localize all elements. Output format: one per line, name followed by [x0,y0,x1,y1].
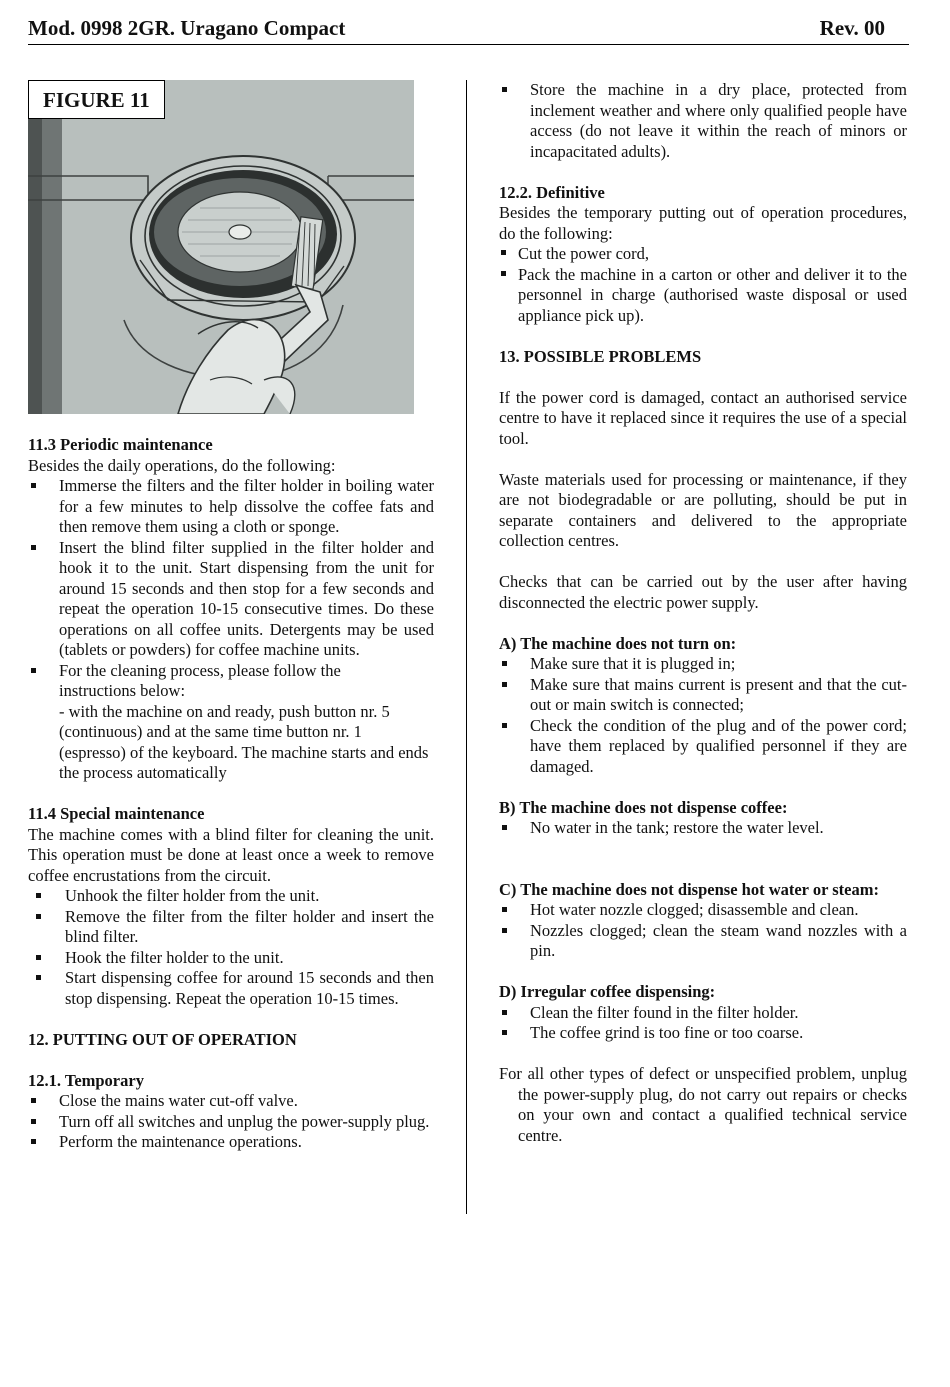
cleaning-instruction-lead: For the cleaning process, please follow the instructions below: [59,660,341,700]
right-column [499,80,907,1146]
list-item: Turn off all switches and unplug the power-supply plug. [28,1112,434,1133]
section-11-4-intro: The machine comes with a blind filter for cleaning the unit. This operation must be done at least once a week to remove coffee encrustations from the circuit. [28,824,434,885]
list-item: Perform the maintenance operations. [28,1132,434,1153]
section-12-2-title: 12.2. Definitive [499,182,605,202]
list-item: Clean the filter found in the filter holder. [499,1003,907,1024]
problem-a-list [499,654,907,777]
section-13-paragraph-3: Checks that can be carried out by the user after having disconnected the electric power supply. [499,572,907,612]
cleaning-instruction-steps: - with the machine on and ready, push button nr. 5 (continuous) and at the same time button nr. 1 (espresso) of the keyboard. The machine starts and ends the process automatically [59,701,429,782]
list-item: Hook the filter holder to the unit. [28,948,434,969]
problem-b-title: B) The machine does not dispense coffee: [499,797,788,817]
left-column-text [28,435,434,1153]
list-item: Start dispensing coffee for around 15 seconds and then stop dispensing. Repeat the operation 10-15 times. [28,968,434,1009]
section-11-3-list [28,476,434,784]
page-header [28,14,909,45]
list-item: Make sure that it is plugged in; [499,654,907,675]
list-item: Remove the filter from the filter holder and insert the blind filter. [28,907,434,948]
list-item: Insert the blind filter supplied in the filter holder and hook it to the unit. Start dispensing from the unit for around 15 seconds and then stop for a few seconds and repeat the operation 10-15 consecutive times. Do these operations on all coffee units. Detergents may be used (tablets or powders) for coffee machine units. [28,538,434,661]
section-12-1-title: 12.1. Temporary [28,1070,144,1090]
section-13-title: 13. POSSIBLE PROBLEMS [499,346,702,366]
section-11-4-title: 11.4 Special maintenance [28,804,205,823]
list-item [28,661,434,784]
list-item: Immerse the filters and the filter holder in boiling water for a few minutes to help dissolve the coffee fats and then remove them using a cloth or sponge. [28,476,434,538]
section-12-1-list [28,1091,434,1153]
problem-d-list [499,1003,907,1044]
figure-11-illustration [28,80,414,414]
problem-a-title: A) The machine does not turn on: [499,633,737,653]
list-item: Pack the machine in a carton or other and deliver it to the personnel in charge (authorised waste disposal or used appliance pick up). [499,265,907,327]
list-item: Check the condition of the plug and of the power cord; have them replaced by qualified personnel if they are damaged. [499,716,907,778]
left-column [28,80,436,1153]
list-item: Cut the power cord, [499,244,907,265]
section-11-3-intro: Besides the daily operations, do the following: [28,455,336,475]
list-item: Hot water nozzle clogged; disassemble and clean. [499,900,907,921]
problem-d-title: D) Irregular coffee dispensing: [499,982,716,1001]
section-11-4-list [28,886,434,1009]
section-13-paragraph-2: Waste materials used for processing or maintenance, if they are not biodegradable or are polluting, should be put in separate containers and delivered to the appropriate collection centres. [499,469,907,550]
section-13-paragraph-1: If the power cord is damaged, contact an authorised service centre to have it replaced since it requires the use of a special tool. [499,387,907,448]
figure-label: FIGURE 11 [28,80,165,119]
group-head-cleaning-drawing [28,80,414,414]
list-item: Nozzles clogged; clean the steam wand nozzles with a pin. [499,921,907,962]
section-12-1-list-continued [499,80,907,162]
problem-c-list [499,900,907,962]
list-item: Close the mains water cut-off valve. [28,1091,434,1112]
model-title: Mod. 0998 2GR. Uragano Compact [28,16,346,40]
section-12-title: 12. PUTTING OUT OF OPERATION [28,1029,297,1049]
list-item: Unhook the filter holder from the unit. [28,886,434,907]
column-divider [466,80,467,1214]
list-item: Make sure that mains current is present and that the cut-out or main switch is connected; [499,675,907,716]
list-item: The coffee grind is too fine or too coarse. [499,1023,907,1044]
problem-b-list [499,818,907,839]
section-11-3-title: 11.3 Periodic maintenance [28,435,213,454]
section-12-2-list [499,244,907,326]
section-12-2-intro: Besides the temporary putting out of operation procedures, do the following: [499,203,907,243]
closing-paragraph: For all other types of defect or unspecified problem, unplug the power-supply plug, do not carry out repairs or checks on your own and contact a qualified technical service centre. [499,1064,907,1145]
problem-c-title: C) The machine does not dispense hot water or steam: [499,879,879,899]
list-item: No water in the tank; restore the water level. [499,818,907,839]
revision-label: Rev. 00 [819,16,885,40]
list-item: Store the machine in a dry place, protected from inclement weather and where only qualified people have access (do not leave it within the reach of minors or incapacitated adults). [499,80,907,162]
